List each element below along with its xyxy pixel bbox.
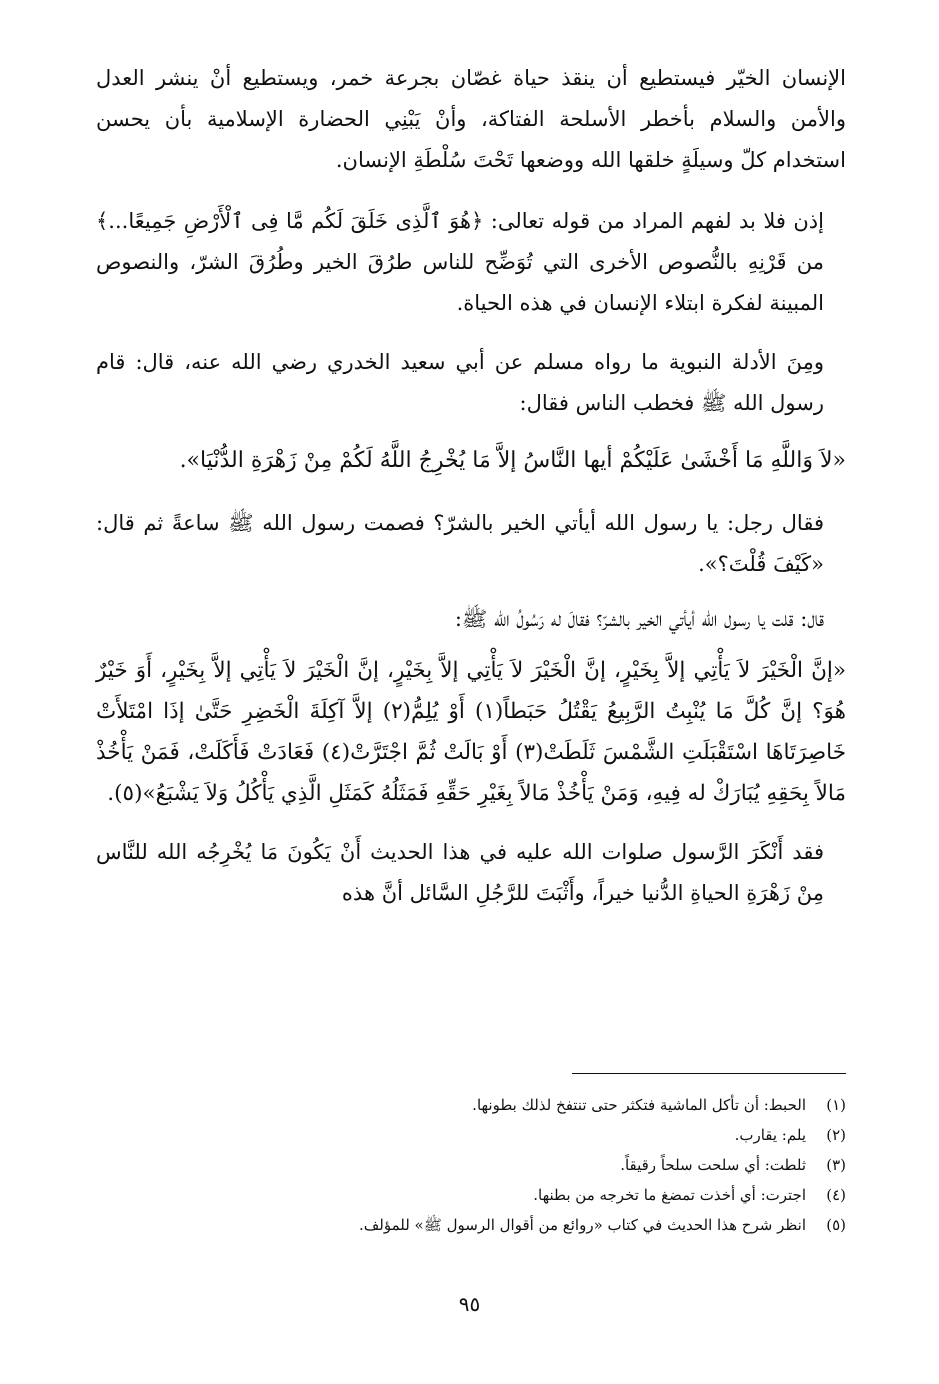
footnote-5 (96, 1210, 846, 1240)
footnote-4 (96, 1180, 846, 1210)
footnote-text: الحبط: أن تأكل الماشية فتكثر حتى تنتفخ لذلك بطونها. (472, 1096, 806, 1114)
paragraph-6: فقد أَنْكَرَ الرَّسول صلوات الله عليه في هذا الحديث أَنْ يَكُونَ مَا يُخْرِجُه الله للنَّاس مِنْ زَهْرَةِ الحياةِ الدُّنيا خيراً، وأَثْبَتَ للرَّجُلِ السَّائل أنَّ هذه (96, 840, 824, 905)
page-number: ٩٥ (458, 1292, 481, 1316)
footnote-text: اجترت: أي أخذت تمضغ ما تخرجه من بطنها. (533, 1186, 806, 1204)
footnote-number: (٥) (826, 1216, 846, 1234)
paragraph-5: قال: قلت يا رسول الله أيأتي الخير بالشرّ؟ فقالَ له رَسُولُ الله ﷺ: (454, 607, 824, 631)
paragraph-3: ومِنَ الأدلة النبوية ما رواه مسلم عن أبي سعيد الخدري رضي الله عنه، قال: قام رسول الله ﷺ فخطب الناس فقال: (96, 350, 824, 415)
footnote-text: انظر شرح هذا الحديث في كتاب «روائع من أقوال الرسول ﷺ» للمؤلف. (358, 1216, 806, 1234)
footnote-2 (96, 1120, 846, 1150)
page-body (96, 58, 846, 914)
hadith-quote-1: «لاَ وَاللَّهِ مَا أَخْشَىٰ عَلَيْكُمْ أيها النَّاسُ إلاَّ مَا يُخْرِجُ اللَّهُ لَكُمْ مِنْ زَهْرَةِ الدُّنْيَا». (179, 448, 846, 473)
footnote-3 (96, 1150, 846, 1180)
footnote-number: (٢) (826, 1126, 846, 1144)
footnote-number: (٣) (826, 1156, 846, 1174)
hadith-quote-2: «إنَّ الْخَيْرَ لاَ يَأْتِي إلاَّ بِخَيْرٍ، إنَّ الْخَيْرَ لاَ يَأْتِي إلاَّ بِخَيْرٍ، إنَّ الْخَيْرَ لاَ يَأْتِي إلاَّ بِخَيْرٍ، أَوَ خَيْرٌ هُوَ؟ إنَّ كُلَّ مَا يُنْبِتُ الرَّبِيعُ يَقْتُلُ حَبَطاً(١) أَوْ يُلِمُّ(٢) إلاَّ آكِلَةَ الْخَضِرِ حَتَّىٰ إذَا امْتَلأَتْ خَاصِرَتَاهَا اسْتَقْبَلَتِ الشَّمْسَ ثَلَطَتْ(٣) أَوْ بَالَتْ ثُمَّ اجْتَرَّتْ(٤) فَعَادَتْ فَأَكَلَتْ، فَمَنْ يَأْخُذْ مَالاً بِحَقِهِ يُبَارَكْ له فِيهِ، وَمَنْ يَأْخُذْ مَالاً بِغَيْرِ حَقِّهِ فَمَثَلُهُ كَمَثَلِ الَّذِي يَأْكُلُ وَلاَ يَشْبَعُ»(٥). (96, 658, 846, 806)
paragraph-2: إذن فلا بد لفهم المراد من قوله تعالى: ﴿هُوَ ٱلَّذِى خَلَقَ لَكُم مَّا فِى ٱلْأَرْضِ جَمِيعًا...﴾ من قَرْنِهِ بالنُّصوص الأخرى التي تُوَضِّح للناس طرُقَ الخير وطُرُقَ الشرّ، والنصوص المبينة لفكرة ابتلاء الإنسان في هذه الحياة. (96, 209, 824, 315)
footnote-number: (٤) (826, 1186, 846, 1204)
footnote-text: ثلطت: أي سلحت سلحاً رقيقاً. (620, 1156, 806, 1174)
paragraph-1: الإنسان الخيّر فيستطيع أن ينقذ حياة غصّان بجرعة خمر، ويستطيع أنْ ينشر العدل والأمن والسلام بأخطر الأسلحة الفتاكة، وأنْ يَبْنِي الحضارة الإسلامية بأن يحسن استخدام كلّ وسيلَةٍ خلقها الله ووضعها تَحْتَ سُلْطَةِ الإنسان. (96, 66, 846, 172)
footnotes (96, 1090, 846, 1240)
footnote-divider (572, 1073, 846, 1074)
footnote-number: (١) (826, 1096, 846, 1114)
footnote-text: يلم: يقارب. (734, 1126, 806, 1144)
footnote-1 (96, 1090, 846, 1120)
paragraph-4: فقال رجل: يا رسول الله أيأتي الخير بالشرّ؟ فصمت رسول الله ﷺ ساعةً ثم قال: «كَيْفَ قُلْتَ؟». (96, 511, 824, 576)
